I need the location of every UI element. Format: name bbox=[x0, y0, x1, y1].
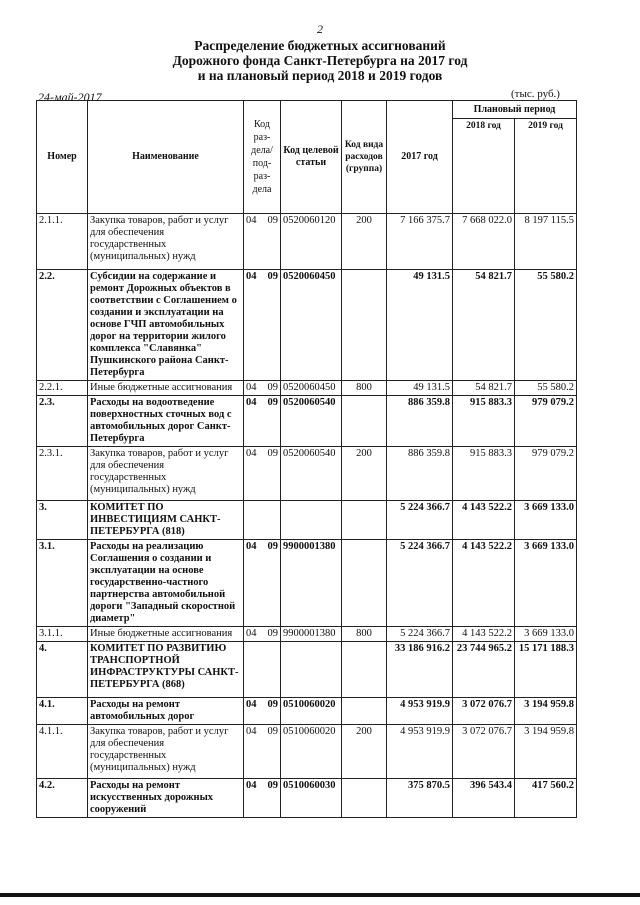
row-razdel bbox=[244, 779, 281, 818]
row-name: Субсидии на содержание и ремонт Дорожных объектов в соответствии с Соглашением о создании и эксплуатации на основе ГЧП автомобильных дорог на территории жилого комплекса "Славянка" Пушкинского района Санкт-Петербурга bbox=[88, 270, 244, 381]
header-2018: 2018 год bbox=[453, 119, 515, 214]
row-vr: 800 bbox=[342, 627, 387, 642]
row-vr bbox=[342, 501, 387, 540]
row-number: 3.1. bbox=[37, 540, 88, 627]
row-2019: 417 560.2 bbox=[515, 779, 577, 818]
row-name: Закупка товаров, работ и услуг для обеспечения государственных (муниципальных) нужд bbox=[88, 725, 244, 779]
row-name: КОМИТЕТ ПО ИНВЕСТИЦИЯМ САНКТ-ПЕТЕРБУРГА (818) bbox=[88, 501, 244, 540]
row-razdel bbox=[244, 698, 281, 725]
row-2017: 33 186 916.2 bbox=[387, 642, 453, 698]
row-2018: 4 143 522.2 bbox=[453, 501, 515, 540]
row-razdel bbox=[244, 396, 281, 447]
bottom-rule bbox=[0, 893, 640, 897]
row-2019: 3 669 133.0 bbox=[515, 540, 577, 627]
table-row bbox=[37, 396, 577, 447]
row-name: Расходы на реализацию Соглашения о создании и эксплуатации на основе государственно-частного партнерства автомобильной дороги "Западный скоростной диаметр" bbox=[88, 540, 244, 627]
row-name: Закупка товаров, работ и услуг для обеспечения государственных (муниципальных) нужд bbox=[88, 447, 244, 501]
row-vr bbox=[342, 642, 387, 698]
table-row bbox=[37, 642, 577, 698]
row-name: Иные бюджетные ассигнования bbox=[88, 381, 244, 396]
row-number: 2.3.1. bbox=[37, 447, 88, 501]
row-csr: 9900001380 bbox=[281, 540, 342, 627]
row-2019: 3 669 133.0 bbox=[515, 627, 577, 642]
row-csr: 0510060030 bbox=[281, 779, 342, 818]
row-2019: 979 079.2 bbox=[515, 447, 577, 501]
row-2019: 55 580.2 bbox=[515, 381, 577, 396]
row-number: 2.2. bbox=[37, 270, 88, 381]
document-title bbox=[0, 38, 640, 83]
table-row bbox=[37, 381, 577, 396]
row-podrazdel-code: 09 bbox=[267, 215, 278, 226]
title-line-3: и на плановый период 2018 и 2019 годов bbox=[197, 68, 443, 83]
row-razdel-code: 04 bbox=[246, 271, 257, 282]
row-2017: 49 131.5 bbox=[387, 270, 453, 381]
row-podrazdel-code: 09 bbox=[267, 448, 278, 459]
row-2018: 915 883.3 bbox=[453, 396, 515, 447]
row-number: 2.3. bbox=[37, 396, 88, 447]
title-line-2: Дорожного фонда Санкт-Петербурга на 2017 год bbox=[172, 53, 468, 68]
row-razdel bbox=[244, 214, 281, 270]
row-2019: 3 194 959.8 bbox=[515, 698, 577, 725]
header-name: Наименование bbox=[88, 101, 244, 214]
row-2017: 4 953 919.9 bbox=[387, 698, 453, 725]
row-2017: 5 224 366.7 bbox=[387, 540, 453, 627]
row-csr: 0510060020 bbox=[281, 698, 342, 725]
row-2017: 5 224 366.7 bbox=[387, 627, 453, 642]
row-name: Закупка товаров, работ и услуг для обеспечения государственных (муниципальных) нужд bbox=[88, 214, 244, 270]
row-vr bbox=[342, 396, 387, 447]
row-vr bbox=[342, 698, 387, 725]
page-number: 2 bbox=[317, 22, 323, 36]
table-row bbox=[37, 214, 577, 270]
table-row bbox=[37, 698, 577, 725]
row-podrazdel-code: 09 bbox=[267, 397, 278, 408]
row-vr: 200 bbox=[342, 447, 387, 501]
row-2017: 4 953 919.9 bbox=[387, 725, 453, 779]
row-2019: 3 194 959.8 bbox=[515, 725, 577, 779]
row-podrazdel-code: 09 bbox=[267, 541, 278, 552]
header-2017: 2017 год bbox=[387, 101, 453, 214]
row-2017: 5 224 366.7 bbox=[387, 501, 453, 540]
row-csr: 9900001380 bbox=[281, 627, 342, 642]
row-2019: 8 197 115.5 bbox=[515, 214, 577, 270]
row-2018: 396 543.4 bbox=[453, 779, 515, 818]
table-row bbox=[37, 540, 577, 627]
row-podrazdel-code: 09 bbox=[267, 726, 278, 737]
row-razdel-code: 04 bbox=[246, 382, 257, 393]
row-2019: 15 171 188.3 bbox=[515, 642, 577, 698]
row-2017: 886 359.8 bbox=[387, 447, 453, 501]
row-podrazdel-code: 09 bbox=[267, 780, 278, 791]
row-number: 4. bbox=[37, 642, 88, 698]
row-razdel-code: 04 bbox=[246, 780, 257, 791]
budget-table bbox=[36, 100, 577, 818]
row-2019: 3 669 133.0 bbox=[515, 501, 577, 540]
row-razdel bbox=[244, 642, 281, 698]
header-vr: Код вида расходов (группа) bbox=[342, 101, 387, 214]
table-row bbox=[37, 779, 577, 818]
row-csr: 0520060120 bbox=[281, 214, 342, 270]
header-razdel: Код раз- дела/ под- раз- дела bbox=[244, 101, 281, 214]
row-podrazdel-code: 09 bbox=[267, 628, 278, 639]
row-razdel bbox=[244, 725, 281, 779]
table-row bbox=[37, 627, 577, 642]
row-name: Расходы на ремонт искусственных дорожных сооружений bbox=[88, 779, 244, 818]
row-vr: 800 bbox=[342, 381, 387, 396]
row-2019: 979 079.2 bbox=[515, 396, 577, 447]
row-name: КОМИТЕТ ПО РАЗВИТИЮ ТРАНСПОРТНОЙ ИНФРАСТРУКТУРЫ САНКТ-ПЕТЕРБУРГА (868) bbox=[88, 642, 244, 698]
row-name: Иные бюджетные ассигнования bbox=[88, 627, 244, 642]
row-razdel bbox=[244, 381, 281, 396]
row-razdel bbox=[244, 501, 281, 540]
row-2017: 7 166 375.7 bbox=[387, 214, 453, 270]
row-razdel bbox=[244, 627, 281, 642]
title-line-1: Распределение бюджетных ассигнований bbox=[194, 38, 446, 53]
row-2017: 375 870.5 bbox=[387, 779, 453, 818]
row-2018: 3 072 076.7 bbox=[453, 725, 515, 779]
row-razdel-code: 04 bbox=[246, 726, 257, 737]
row-podrazdel-code: 09 bbox=[267, 699, 278, 710]
row-number: 3.1.1. bbox=[37, 627, 88, 642]
row-csr bbox=[281, 642, 342, 698]
row-csr: 0510060020 bbox=[281, 725, 342, 779]
row-number: 3. bbox=[37, 501, 88, 540]
header-2019: 2019 год bbox=[515, 119, 577, 214]
row-number: 4.1.1. bbox=[37, 725, 88, 779]
row-razdel-code: 04 bbox=[246, 541, 257, 552]
row-2018: 7 668 022.0 bbox=[453, 214, 515, 270]
row-razdel-code: 04 bbox=[246, 215, 257, 226]
row-csr: 0520060540 bbox=[281, 447, 342, 501]
row-razdel-code: 04 bbox=[246, 397, 257, 408]
row-razdel-code: 04 bbox=[246, 628, 257, 639]
row-2018: 4 143 522.2 bbox=[453, 627, 515, 642]
row-2018: 3 072 076.7 bbox=[453, 698, 515, 725]
row-name: Расходы на водоотведение поверхностных сточных вод с автомобильных дорог Санкт-Петербурга bbox=[88, 396, 244, 447]
row-vr bbox=[342, 540, 387, 627]
row-razdel bbox=[244, 447, 281, 501]
row-2017: 49 131.5 bbox=[387, 381, 453, 396]
row-number: 2.1.1. bbox=[37, 214, 88, 270]
row-csr: 0520060450 bbox=[281, 381, 342, 396]
header-plan-period: Плановый период bbox=[453, 101, 577, 119]
row-razdel-code: 04 bbox=[246, 448, 257, 459]
row-csr: 0520060450 bbox=[281, 270, 342, 381]
units-label: (тыс. руб.) bbox=[511, 88, 560, 100]
row-number: 4.2. bbox=[37, 779, 88, 818]
row-csr: 0520060540 bbox=[281, 396, 342, 447]
row-2017: 886 359.8 bbox=[387, 396, 453, 447]
row-razdel bbox=[244, 540, 281, 627]
row-2018: 54 821.7 bbox=[453, 270, 515, 381]
header-number: Номер bbox=[37, 101, 88, 214]
row-2019: 55 580.2 bbox=[515, 270, 577, 381]
row-podrazdel-code: 09 bbox=[267, 382, 278, 393]
table-row bbox=[37, 725, 577, 779]
table-row bbox=[37, 447, 577, 501]
table-body bbox=[37, 214, 577, 818]
row-razdel-code: 04 bbox=[246, 699, 257, 710]
row-podrazdel-code: 09 bbox=[267, 271, 278, 282]
header-csr: Код целевой статьи bbox=[281, 101, 342, 214]
row-2018: 915 883.3 bbox=[453, 447, 515, 501]
row-2018: 23 744 965.2 bbox=[453, 642, 515, 698]
table-row bbox=[37, 501, 577, 540]
row-2018: 4 143 522.2 bbox=[453, 540, 515, 627]
row-number: 4.1. bbox=[37, 698, 88, 725]
row-name: Расходы на ремонт автомобильных дорог bbox=[88, 698, 244, 725]
row-vr: 200 bbox=[342, 214, 387, 270]
document-date: 24-май-2017 bbox=[38, 90, 102, 104]
table-row bbox=[37, 270, 577, 381]
row-vr bbox=[342, 779, 387, 818]
row-csr bbox=[281, 501, 342, 540]
row-vr: 200 bbox=[342, 725, 387, 779]
row-2018: 54 821.7 bbox=[453, 381, 515, 396]
row-razdel bbox=[244, 270, 281, 381]
row-vr bbox=[342, 270, 387, 381]
row-number: 2.2.1. bbox=[37, 381, 88, 396]
